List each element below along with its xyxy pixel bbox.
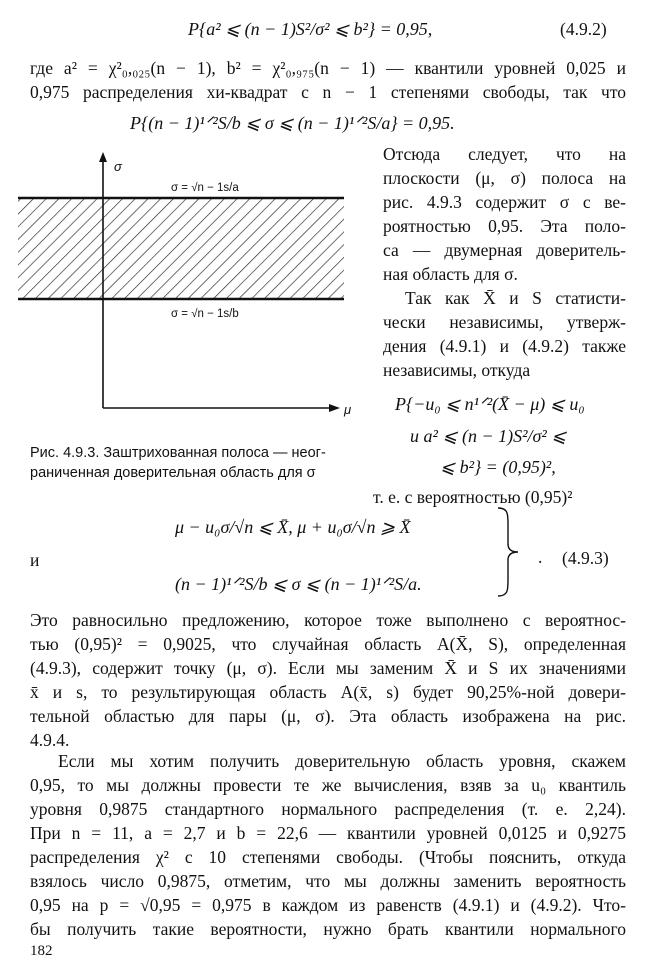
page-number: 182 xyxy=(30,943,53,959)
text-line: x̄ и s, то результирующая область A(x̄, s) будет 90,25%-ной довери- xyxy=(30,682,626,702)
figure-caption-line: раниченная доверительная область для σ xyxy=(30,465,316,481)
equation-4-9-2: P{a² ⩽ (n − 1)S²/σ² ⩽ b²} = 0,95, xyxy=(188,19,433,39)
text-line: 0,975 распределения хи-квадрат с n − 1 степенями свободы, так что xyxy=(30,82,626,102)
figure-caption-line: Рис. 4.9.3. Заштрихованная полоса — неог- xyxy=(30,445,326,461)
system-dot: . xyxy=(538,547,543,567)
joint-probability-line-1: P{−u₀ ⩽ n¹ᐟ²(X̄ − μ) ⩽ u₀ xyxy=(395,394,585,414)
system-prefix: и xyxy=(30,550,40,570)
text-line: дения (4.9.1) и (4.9.2) также xyxy=(383,336,626,356)
text-line: независимы, откуда xyxy=(383,360,531,380)
text-line: роятностью 0,95. Эта поло- xyxy=(383,216,626,236)
text-line: уровня 0,9875 стандартного нормального распределения (т. е. 2,24). xyxy=(30,799,626,819)
text-line: тельной областью для пары (μ, σ). Эта область изображена на рис. xyxy=(30,706,626,726)
sigma-axis-arrow xyxy=(99,152,107,162)
text-line: т. е. с вероятностью (0,95)² xyxy=(373,487,573,507)
system-right-brace xyxy=(494,506,522,598)
text-line: тью (0,95)² = 0,9025, что случайная область A(X̄, S), определенная xyxy=(30,634,626,654)
text-line: При n = 11, a = 2,7 и b = 22,6 — квантили уровней 0,0125 и 0,9275 xyxy=(30,823,626,843)
text-line: взялось число 0,9875, отметим, что мы должны заменить вероятность xyxy=(30,871,626,891)
text-line: Так как X̄ и S статисти- xyxy=(405,288,626,308)
system-line-2: (n − 1)¹ᐟ²S/b ⩽ σ ⩽ (n − 1)¹ᐟ²S/a. xyxy=(175,574,422,594)
joint-probability-line-2: и a² ⩽ (n − 1)S²/σ² ⩽ xyxy=(410,426,567,446)
text-line: (4.9.3), содержит точку (μ, σ). Если мы заменим X̄ и S их значениями xyxy=(30,658,626,678)
system-line-1: μ − u₀σ/√n ⩽ X̄, μ + u₀σ/√n ⩾ X̄ xyxy=(175,517,411,537)
lower-line-label: σ = √n − 1s/b xyxy=(171,308,239,320)
text-line: рис. 4.9.3 содержит σ с ве- xyxy=(383,192,626,212)
text-line: Отсюда следует, что на xyxy=(383,144,626,164)
text-line: ная область для σ. xyxy=(383,264,518,284)
upper-line-label: σ = √n − 1s/a xyxy=(171,182,239,194)
sigma-axis-label: σ xyxy=(114,159,122,174)
equation-sigma-interval: P{(n − 1)¹ᐟ²S/b ⩽ σ ⩽ (n − 1)¹ᐟ²S/a} = 0,95. xyxy=(130,113,455,133)
text-line: 0,95 на p = √0,95 = 0,975 в каждом из равенств (4.9.1) и (4.9.2). Что- xyxy=(30,895,626,915)
text-line: распределения χ² с 10 степенями свободы. (Чтобы пояснить, откуда xyxy=(30,847,626,867)
equation-number: (4.9.3) xyxy=(562,548,609,568)
figure-4-9-3 xyxy=(18,150,368,438)
equation-number: (4.9.2) xyxy=(560,19,607,39)
text-line: плоскости (μ, σ) полоса на xyxy=(383,168,626,188)
text-line: бы получить такие вероятности, нужно брать квантили нормального xyxy=(30,919,626,939)
joint-probability-line-3: ⩽ b²} = (0,95)², xyxy=(440,457,556,477)
text-line: Если мы хотим получить доверительную область уровня, скажем xyxy=(58,751,626,771)
text-line: 0,95, то мы должны провести те же вычисления, взяв за u₀ квантиль xyxy=(30,775,626,795)
text-line: где a² = χ²₀,₀₂₅(n − 1), b² = χ²₀,₉₇₅(n − 1) — квантили уровней 0,025 и xyxy=(30,58,626,78)
mu-axis-label: μ xyxy=(344,402,352,417)
text-line: са — двумерная доверитель- xyxy=(383,240,626,260)
mu-axis-arrow xyxy=(329,404,340,412)
hatched-band xyxy=(18,198,344,299)
text-line: 4.9.4. xyxy=(30,730,70,750)
text-line: Это равносильно предложению, которое тоже выполнено с вероятнос- xyxy=(30,610,626,630)
text-line: чески независимы, утверж- xyxy=(383,312,626,332)
